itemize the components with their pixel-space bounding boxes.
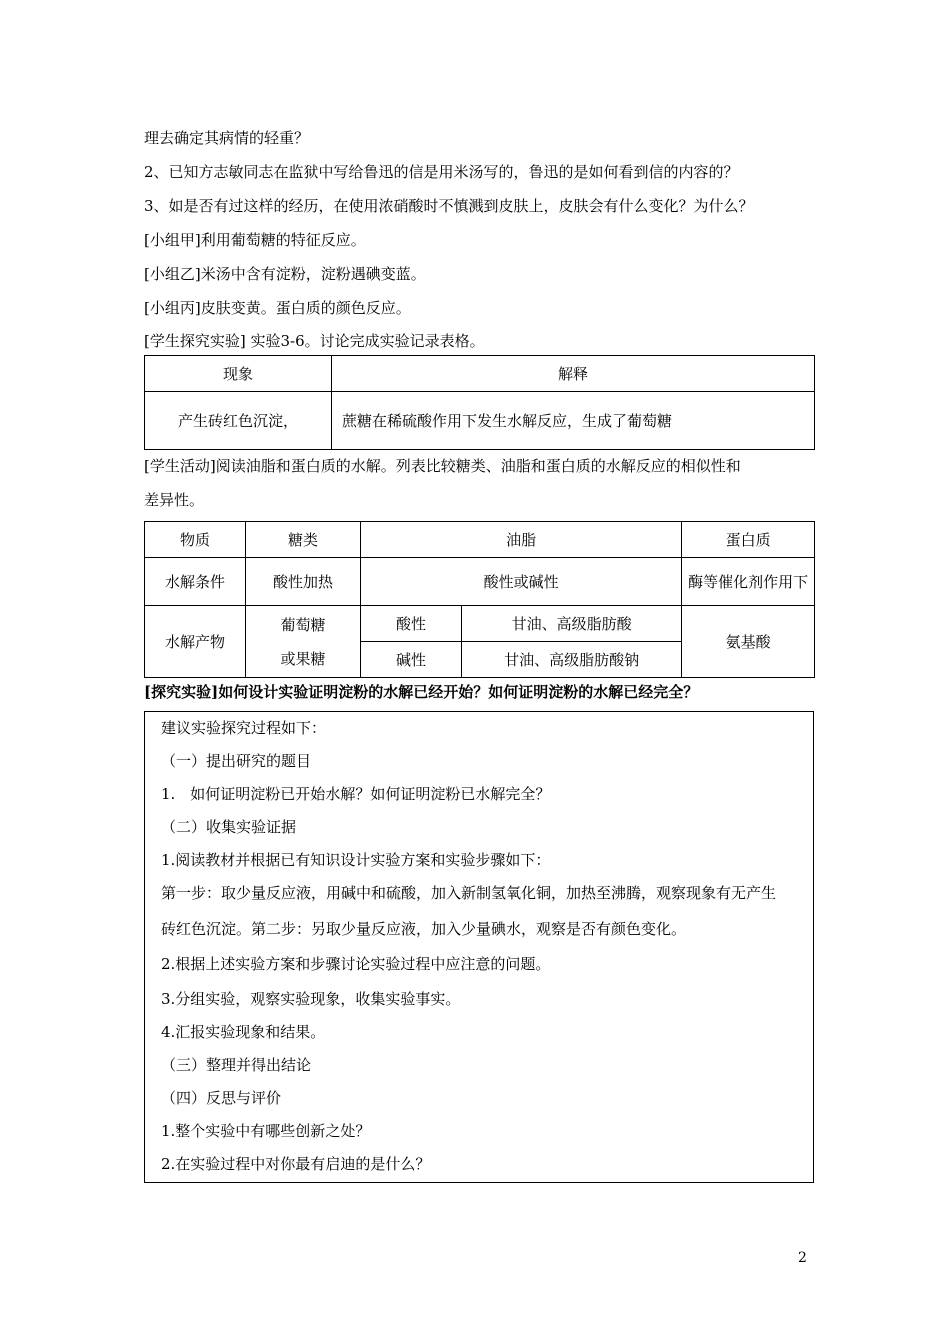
header-explanation: 解释 (332, 356, 815, 392)
hydrolysis-comparison-table (144, 521, 815, 678)
box-line: （二）收集实验证据 (161, 818, 297, 836)
header-substance: 物质 (145, 522, 246, 558)
cell-phenomenon: 产生砖红色沉淀， (145, 392, 332, 450)
header-phenomenon: 现象 (145, 356, 332, 392)
header-sugar: 糖类 (246, 522, 361, 558)
group-b-answer: [小组乙]米汤中含有淀粉，淀粉遇碘变蓝。 (144, 265, 426, 283)
box-line: 第一步：取少量反应液，用碱中和硫酸，加入新制氢氧化铜，加热至沸腾，观察现象有无产生 (161, 884, 777, 902)
student-activity-line-cont: 差异性。 (144, 491, 205, 509)
sugar-product (246, 606, 361, 678)
student-experiment-heading: [学生探究实验] 实验3-6。讨论完成实验记录表格。 (144, 332, 485, 350)
experiment-record-table (144, 355, 815, 450)
box-line: 砖红色沉淀。第二步：另取少量反应液，加入少量碘水，观察是否有颜色变化。 (161, 920, 687, 938)
box-line: 2.根据上述实验方案和步骤讨论实验过程中应注意的问题。 (161, 955, 551, 973)
box-line: （四）反思与评价 (161, 1089, 282, 1107)
oil-acid-label: 酸性 (361, 606, 462, 642)
oil-acid-product: 甘油、高级脂肪酸 (462, 606, 682, 642)
page-number: 2 (798, 1250, 807, 1266)
box-line: 建议实验探究过程如下： (161, 719, 327, 737)
box-line: 1.阅读教材并根据已有知识设计实验方案和实验步骤如下： (161, 851, 551, 869)
label-hydrolysis-product: 水解产物 (145, 606, 246, 678)
sugar-condition: 酸性加热 (246, 558, 361, 606)
protein-condition: 酶等催化剂作用下 (682, 558, 815, 606)
question-2: 2、已知方志敏同志在监狱中写给鲁迅的信是用米汤写的，鲁迅的是如何看到信的内容的？ (144, 163, 739, 181)
text-line: 理去确定其病情的轻重？ (144, 129, 310, 147)
question-3: 3、如是否有过这样的经历，在使用浓硝酸时不慎溅到皮肤上，皮肤会有什么变化？为什么？ (144, 197, 754, 215)
header-protein: 蛋白质 (682, 522, 815, 558)
sugar-product-fructose: 或果糖 (280, 649, 326, 668)
oil-base-product: 甘油、高级脂肪酸钠 (462, 642, 682, 678)
box-line: 4.汇报实验现象和结果。 (161, 1023, 326, 1041)
box-line: （一）提出研究的题目 (161, 752, 312, 770)
student-activity-line: [学生活动]阅读油脂和蛋白质的水解。列表比较糖类、油脂和蛋白质的水解反应的相似性和 (144, 457, 741, 475)
box-line: 3.分组实验，观察实验现象，收集实验事实。 (161, 990, 461, 1008)
group-c-answer: [小组丙]皮肤变黄。蛋白质的颜色反应。 (144, 299, 411, 317)
header-oil: 油脂 (361, 522, 682, 558)
protein-product: 氨基酸 (682, 606, 815, 678)
box-line: 1.整个实验中有哪些创新之处？ (161, 1122, 371, 1140)
box-line: 1. 如何证明淀粉已开始水解？如何证明淀粉已水解完全？ (161, 785, 551, 803)
group-a-answer: [小组甲]利用葡萄糖的特征反应。 (144, 231, 366, 249)
sugar-product-glucose: 葡萄糖 (280, 615, 326, 634)
label-hydrolysis-condition: 水解条件 (145, 558, 246, 606)
inquiry-procedure-box (144, 711, 814, 1183)
box-line: 2.在实验过程中对你最有启迪的是什么？ (161, 1155, 431, 1173)
oil-condition: 酸性或碱性 (361, 558, 682, 606)
cell-explanation: 蔗糖在稀硫酸作用下发生水解反应，生成了葡萄糖 (332, 392, 815, 450)
oil-base-label: 碱性 (361, 642, 462, 678)
inquiry-experiment-heading: [探究实验]如何设计实验证明淀粉的水解已经开始？如何证明淀粉的水解已经完全？ (144, 683, 699, 701)
box-line: （三）整理并得出结论 (161, 1056, 312, 1074)
